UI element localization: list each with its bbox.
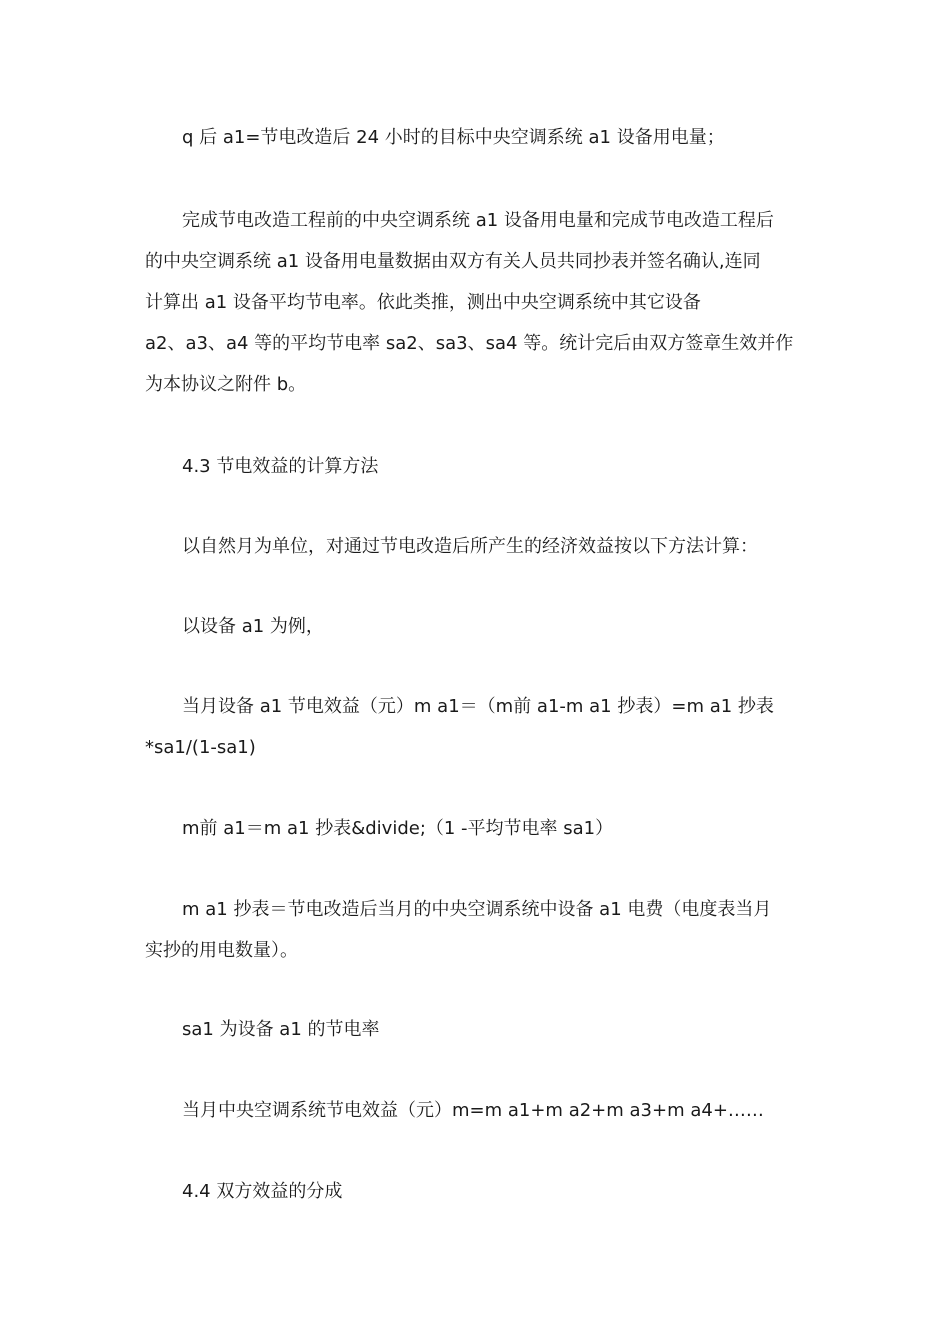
paragraph-sa1-definition	[145, 1009, 805, 1050]
text-line: 为本协议之附件 b。	[145, 374, 307, 395]
text-line: 当月设备 a1 节电效益（元）m a1＝（m前 a1-m a1 抄表）=m a1 抄表	[182, 696, 774, 717]
paragraph-total-benefit	[145, 1090, 805, 1131]
paragraph-meter-reading	[145, 200, 805, 405]
text-line: a2、a3、a4 等的平均节电率 sa2、sa3、sa4 等。统计完后由双方签章生效并作	[145, 333, 794, 354]
paragraph-q-after-a1	[145, 117, 805, 158]
text-line: q 后 a1=节电改造后 24 小时的目标中央空调系统 a1 设备用电量；	[182, 127, 725, 148]
text-line: 完成节电改造工程前的中央空调系统 a1 设备用电量和完成节电改造工程后	[182, 210, 774, 231]
text-line: 以自然月为单位，对通过节电改造后所产生的经济效益按以下方法计算：	[182, 536, 758, 557]
paragraph-monthly-unit	[145, 526, 805, 567]
text-line: 以设备 a1 为例，	[182, 616, 324, 637]
paragraph-meter-definition	[145, 889, 805, 971]
text-line: m a1 抄表＝节电改造后当月的中央空调系统中设备 a1 电费（电度表当月	[182, 899, 772, 920]
text-line: m前 a1＝m a1 抄表&divide;（1 -平均节电率 sa1）	[182, 818, 614, 839]
text-line: 的中央空调系统 a1 设备用电量数据由双方有关人员共同抄表并签名确认,连同	[145, 251, 761, 272]
paragraph-formula-benefit	[145, 686, 805, 768]
text-line: sa1 为设备 a1 的节电率	[182, 1019, 380, 1040]
text-line: 当月中央空调系统节电效益（元）m=m a1+m a2+m a3+m a4+……	[182, 1100, 764, 1121]
text-line: 4.4 双方效益的分成	[182, 1181, 343, 1202]
section-heading-4-4	[145, 1171, 805, 1212]
section-heading-4-3	[145, 446, 805, 487]
paragraph-example-a1	[145, 606, 805, 647]
text-line: 计算出 a1 设备平均节电率。依此类推，测出中央空调系统中其它设备	[145, 292, 701, 313]
text-line: 4.3 节电效益的计算方法	[182, 456, 379, 477]
text-line: 实抄的用电数量）。	[145, 940, 298, 961]
paragraph-formula-before	[145, 808, 805, 849]
text-line: *sa1/(1-sa1)	[145, 737, 256, 758]
